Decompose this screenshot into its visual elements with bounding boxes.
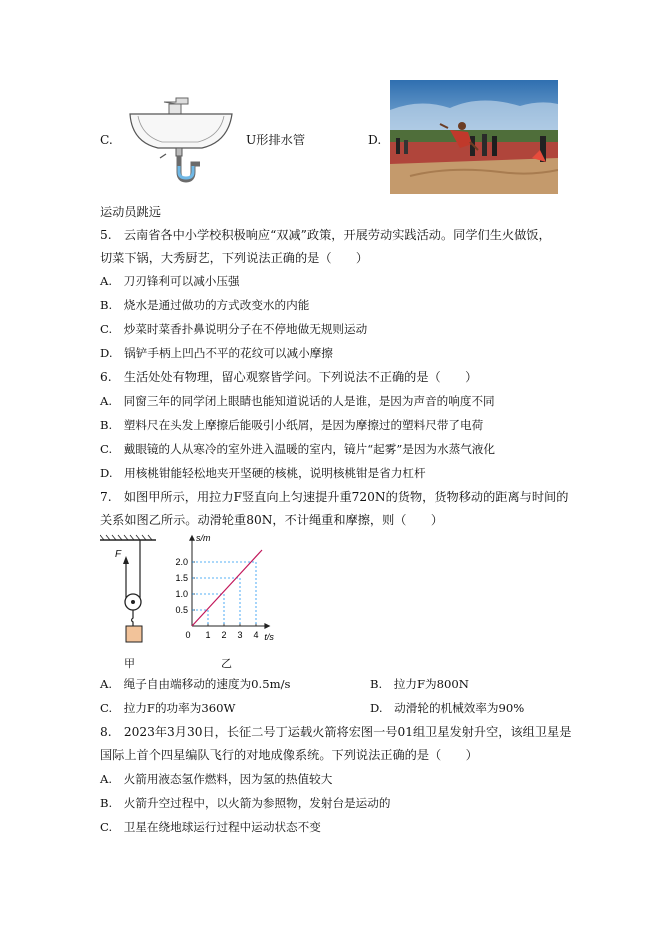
q5-stem-line1: 5. 云南省各中小学校积极响应“双减”政策，开展劳动实践活动。同学们生火做饭， bbox=[100, 228, 551, 242]
q7-option-c: C. 拉力F的功率为360W bbox=[100, 701, 236, 715]
x-tick-label: 2 bbox=[221, 630, 227, 640]
q8-option-a: A. 火箭用液态氢作燃料，因为氢的热值较大 bbox=[100, 772, 333, 786]
x-tick-label: 4 bbox=[253, 630, 259, 640]
q7-stem-line2: 关系如图乙所示。动滑轮重80N，不计绳重和摩擦，则（ ） bbox=[100, 513, 444, 527]
origin-label: 0 bbox=[185, 630, 191, 640]
force-f-label: F bbox=[115, 549, 122, 560]
q5-option-b: B. 烧水是通过做功的方式改变水的内能 bbox=[100, 298, 310, 312]
x-axis-label: t/s bbox=[264, 632, 274, 642]
series-line bbox=[192, 550, 262, 626]
q6-option-a: A. 同窗三年的同学闭上眼睛也能知道说话的人是谁，是因为声音的响度不同 bbox=[100, 394, 495, 408]
q5-stem-line2: 切菜下锅，大秀厨艺，下列说法正确的是（ ） bbox=[100, 251, 369, 265]
y-tick-label: 1.5 bbox=[175, 573, 188, 583]
option-c-label: C. bbox=[100, 133, 113, 147]
long-jump-photo bbox=[390, 80, 558, 194]
x-tick-label: 1 bbox=[205, 630, 211, 640]
option-c-caption: U形排水管 bbox=[246, 133, 306, 147]
q5-option-c: C. 炒菜时菜香扑鼻说明分子在不停地做无规则运动 bbox=[100, 322, 368, 336]
pulley-figure bbox=[100, 534, 160, 654]
q6-stem: 6. 生活处处有物理，留心观察皆学问。下列说法不正确的是（ ） bbox=[100, 370, 478, 384]
option-d-caption: 运动员跳远 bbox=[100, 205, 161, 219]
y-tick-label: 1.0 bbox=[175, 589, 188, 599]
q6-option-b: B. 塑料尺在头发上摩擦后能吸引小纸屑，是因为摩擦过的塑料尺带了电荷 bbox=[100, 418, 484, 432]
q6-option-c: C. 戴眼镜的人从寒冷的室外进入温暖的室内，镜片“起雾”是因为水蒸气液化 bbox=[100, 442, 495, 456]
y-tick-label: 0.5 bbox=[175, 605, 188, 615]
q8-option-c: C. 卫星在绕地球运行过程中运动状态不变 bbox=[100, 820, 321, 834]
q5-option-d: D. 锅铲手柄上凹凸不平的花纹可以减小摩擦 bbox=[100, 346, 333, 360]
q7-stem-line1: 7. 如图甲所示，用拉力F竖直向上匀速提升重720N的货物，货物移动的距离与时间的 bbox=[100, 490, 569, 504]
figure-jia-caption: 甲 bbox=[124, 657, 135, 670]
q7-option-a: A. 绳子自由端移动的速度为0.5m/s bbox=[100, 677, 291, 691]
q8-stem-line1: 8. 2023年3月30日，长征二号丁运载火箭将宏图一号01组卫星发射升空，该组卫星是 bbox=[100, 725, 572, 739]
y-tick-label: 2.0 bbox=[175, 557, 188, 567]
y-axis-arrow bbox=[189, 535, 195, 541]
u-drain-pipe-figure bbox=[124, 92, 236, 184]
figure-yi-caption: 乙 bbox=[221, 657, 232, 670]
q5-option-a: A. 刀刃锋利可以减小压强 bbox=[100, 274, 240, 288]
q6-option-d: D. 用核桃钳能轻松地夹开坚硬的核桃，说明核桃钳是省力杠杆 bbox=[100, 466, 426, 480]
s-t-graph bbox=[172, 534, 282, 644]
q7-option-b: B. 拉力F为800N bbox=[370, 677, 469, 691]
q7-option-d: D. 动滑轮的机械效率为90% bbox=[370, 701, 525, 715]
q8-option-b: B. 火箭升空过程中，以火箭为参照物，发射台是运动的 bbox=[100, 796, 391, 810]
y-axis-label: s/m bbox=[196, 534, 211, 543]
x-axis-arrow bbox=[264, 623, 270, 629]
q8-stem-line2: 国际上首个四星编队飞行的对地成像系统。下列说法正确的是（ ） bbox=[100, 748, 478, 762]
option-d-label: D. bbox=[368, 133, 382, 147]
x-tick-label: 3 bbox=[237, 630, 243, 640]
